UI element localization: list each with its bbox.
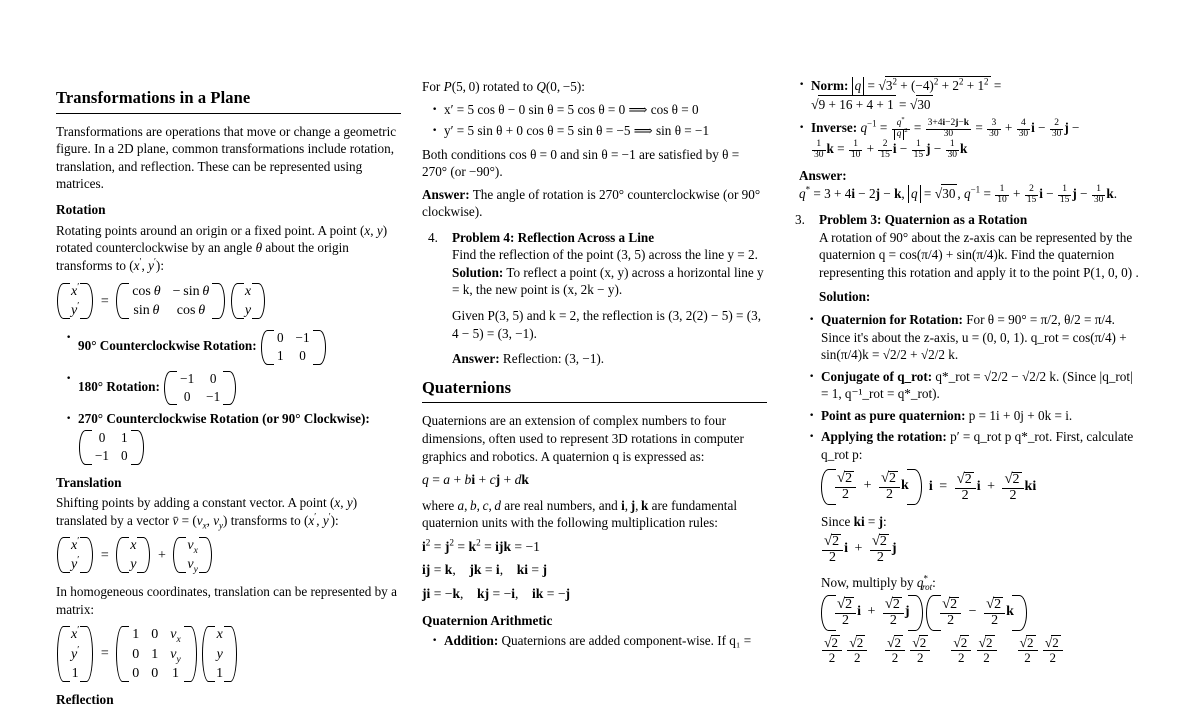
problem-list [422, 229, 767, 368]
norm-inverse-list [789, 76, 1139, 161]
final-product-equation [789, 595, 1139, 630]
problem4-number: 4. [428, 229, 438, 245]
problem4-answer-label: Answer: [452, 351, 500, 367]
norm-label: Norm: [811, 78, 849, 93]
quaternion-rule-3: ji = −k, kj = −i, ik = −j [422, 585, 571, 601]
expansion-row-clipped: $\frac{√2}{2}$ $\frac{√2}{2}$ $\frac{√2}{2}$ $\frac{√2}{2}$ $\frac{√2}{2}$ $\frac{√2}{2}$ $\frac{√2}{2}$ $\frac{√2}{2}$ [789, 635, 1139, 665]
addition-text: Quaternions are added component-wise. If q₁ = [501, 633, 752, 649]
step4-text: p′ = q_rot p q*_rot. First, calculate q_rot p: [821, 429, 1134, 462]
homogeneous-matrix-equation: x′ y′ 1 = 1 0 $v_x$ 0 1 $v_y$ 0 0 1 x y 1 [56, 625, 401, 682]
translation-vector: $v_x$ $v_y$ [173, 536, 211, 574]
problem3-statement: A rotation of 90° about the z-axis can be represented by the quaternion q = cos(π/4) + sin(π/4)k. Find the quaternion representing this rotation and apply it to the point P(1, 0, 0) . [819, 229, 1139, 280]
homogeneous-text: In homogeneous coordinates, translation can be represented by a matrix: [56, 584, 397, 617]
problem4-solution-text: To reflect a point (x, y) across a horizontal line y = k, the new point is (x, 2k − y). [452, 264, 764, 298]
translation-lhs: x′ y′ [57, 536, 93, 574]
rotation-special-cases [56, 329, 401, 465]
list-item [66, 370, 401, 406]
problem4-answer [452, 350, 767, 368]
reflection-heading-clipped: Reflection [56, 691, 114, 707]
list-item [809, 407, 1139, 425]
step4-label: Applying the rotation: [821, 429, 947, 445]
translation-point: x y [116, 536, 150, 574]
quaternion-where-text: where a, b, c, d are real numbers, and i, j, k are fundamental quaternion units with the following multiplication rules: [422, 497, 737, 531]
translation-heading: Translation [56, 474, 122, 490]
step2-text: q*_rot = √2/2 − √2/2 k. (Since |q_rot| = 1, q⁻¹_rot = q*_rot). [821, 368, 1133, 402]
rotation-matrix: cos θ − sin θ sin θ cos θ [116, 282, 225, 320]
lhs-vector: x′ y′ [57, 282, 93, 320]
quaternion-rule-2: ij = k, jk = i, ki = j [422, 562, 548, 578]
addition-label: Addition: [444, 633, 499, 649]
problem3-solution-label: Solution: [819, 289, 871, 305]
step2-label: Conjugate of q_rot: [821, 368, 933, 384]
step3-text: p = 1i + 0j + 0k = i. [968, 407, 1073, 423]
vector-v: v̄ = ($v_x$, $v_y$) [172, 512, 228, 531]
qrot-p-equation: $\frac{√2}{2}$ + $\frac{√2}{2}$ k i = $\frac{√2}{2}$ i + $\frac{√2}{2}$ ki [789, 469, 1139, 504]
problem3-title: Problem 3: Quaternion as a Rotation [819, 212, 1028, 228]
now-multiply-line: Now, multiply by $q^*_{rot}$: [821, 573, 936, 593]
problem3-number: 3. [795, 212, 805, 228]
rot180-label: 180° Rotation: [78, 378, 160, 394]
quaternions-heading: Quaternions [422, 377, 512, 397]
quaternion-rule-1: $i^2 = j^2 = k^2$ = ijk = −1 [422, 537, 540, 554]
list-item [789, 211, 1139, 306]
answer-text: The angle of rotation is 270° counterclockwise (or 90° clockwise). [422, 186, 761, 220]
arithmetic-list [422, 632, 767, 650]
rhs-vector: x y [231, 282, 265, 320]
rotation-body-3: about the origin transforms to [56, 240, 349, 273]
list-item [432, 632, 767, 650]
step3-label: Point as pure quaternion: [821, 407, 966, 423]
list-item [66, 410, 401, 466]
column-3 [789, 0, 1139, 665]
inverse-answer-label: Answer: [799, 167, 847, 183]
list-item [809, 368, 1139, 403]
homog-matrix: 1 0 $v_x$ 0 1 $v_y$ 0 0 1 [116, 625, 196, 682]
inverse-answer [789, 167, 1139, 207]
page-title: Transformations in a Plane [56, 88, 251, 107]
problem3-steps [789, 311, 1139, 463]
rot90-label: 90° Counterclockwise Rotation: [78, 338, 257, 354]
list-item [809, 311, 1139, 364]
homog-lhs: x′ y′ 1 [57, 625, 93, 682]
list-item: · x′ = 5 cos θ − 0 sin θ = 5 cos θ = 0 ⟹ cos θ = 0 [432, 101, 767, 119]
both-conditions: Both conditions cos θ = 0 and sin θ = −1 are satisfied by θ = 270° (or −90°). [422, 146, 740, 180]
problem4-solution-label: Solution: [452, 264, 504, 280]
rotation-body [56, 222, 401, 275]
rot270-label: 270° Counterclockwise Rotation (or 90° Clockwise): [78, 410, 370, 426]
point-xy-2: (x, y) [330, 495, 358, 511]
title-rule [56, 113, 401, 114]
problem4-answer-text: Reflection: (3, −1). [502, 351, 605, 367]
answer-label: Answer: [422, 186, 470, 202]
simplified-equation: $\frac{√2}{2}$ i + $\frac{√2}{2}$ j [824, 533, 897, 565]
translation-body [56, 494, 401, 529]
inverse-answer-math: q* = 3 + 4i − 2j − k, q = √30 , $q^{-1}$ = $\frac{1}{10}$ + $\frac{2}{15}$ i − $\frac{1}{15}$ j − $\frac{1}{30}$ k. [799, 184, 1117, 206]
rot270-matrix: 0 1 −1 0 [79, 429, 144, 465]
theta-symbol: θ [255, 240, 263, 256]
answer-paragraph-1 [422, 186, 767, 221]
column-1 [56, 0, 401, 707]
rotation-matrix-equation: x′ y′ = cos θ − sin θ sin θ cos θ x y [56, 282, 401, 320]
step1-text: For θ = 90° = π/2, θ/2 = π/4. Since it's about the z-axis, u = (0, 0, 1). q_rot = cos(π/4) + sin(π/4)k = √2/2 + √2/2 k. [821, 311, 1127, 363]
quaternions-rule [422, 402, 767, 403]
problem3-list [789, 211, 1139, 306]
list-item: · y′ = 5 sin θ + 0 cos θ = 5 sin θ = −5 ⟹ sin θ = −1 [432, 122, 767, 140]
homog-rhs: x y 1 [202, 625, 237, 682]
list-item [799, 115, 1139, 161]
final-paren-right: $\frac{√2}{2}$ − $\frac{√2}{2}$ k [926, 595, 1027, 630]
intro-paragraph: Transformations are operations that move or change a geometric figure. In a 2D plane, common transformations include rotation, translation, and reflection. These can be represented using matrices. [56, 123, 397, 192]
inverse-expression: $q^{-1}$ = $\frac{q^*}{q ^2}$ = $\frac{3+4i-2j-k}{30}$ = $\frac{3}{30}$ + $\frac{4}{30}$ i − $\frac{2}{30}$ j − [860, 115, 1080, 139]
list-item [422, 229, 767, 368]
list-item [809, 428, 1139, 463]
inverse-label: Inverse: [811, 119, 858, 135]
problem4-given: Given P(3, 5) and k = 2, the reflection is (3, 2(2) − 5) = (3, 4 − 5) = (3, −1). [452, 308, 762, 341]
rotation-body-2: rotated counterclockwise by an angle [56, 240, 253, 256]
norm-expression-2: √9 + 16 + 4 + 1 = √30 [811, 97, 931, 113]
point-xy-prime-2: (x′, y′): [304, 511, 339, 528]
point-xy: (x, y) [360, 222, 388, 238]
rotated-point-line: For P(5, 0) rotated to Q(0, −5): [422, 79, 585, 94]
inverse-expression-2: $\frac{1}{30}$ k = $\frac{1}{10}$ + $\frac{2}{15}$ i − $\frac{1}{15}$ j − $\frac{1}{30}$ k [814, 138, 968, 160]
quaternion-definition: q = a + bi + cj + dk [422, 472, 529, 488]
problem3-solution-label-wrap [819, 288, 1139, 306]
problem4-statement: Find the reflection of the point (3, 5) across the line y = 2. [452, 247, 758, 263]
final-paren-left: $\frac{√2}{2}$ i + $\frac{√2}{2}$ j [821, 595, 923, 630]
since-ki-line: Since ki = j: [821, 513, 887, 529]
list-item [799, 76, 1139, 115]
translation-equation: x′ y′ = x y + $v_x$ $v_y$ [56, 536, 401, 574]
norm-expression: $q = √3^2 + (-4)^2 + 2^2 + 1^2$ = [852, 78, 1002, 93]
rot90-matrix: 0 −1 1 0 [261, 329, 326, 365]
rotation-derivation-list [422, 101, 767, 140]
rot180-matrix: −1 0 0 −1 [164, 370, 236, 406]
column-2 [422, 0, 767, 649]
rotation-heading: Rotation [56, 201, 106, 217]
quaternion-arithmetic-heading: Quaternion Arithmetic [422, 612, 553, 628]
translation-body-2: translated by a vector [56, 512, 170, 528]
list-item [66, 329, 401, 365]
translation-body-1: Shifting points by adding a constant vector. A point [56, 495, 327, 511]
point-xy-prime: (x′, y′): [129, 256, 164, 273]
qrot-paren-group: $\frac{√2}{2}$ + $\frac{√2}{2}$ k [821, 469, 922, 504]
problem4-title: Problem 4: Reflection Across a Line [452, 229, 655, 245]
translation-body-3: transforms to [230, 512, 301, 528]
rotation-body-1: Rotating points around an origin or a fixed point. A point [56, 222, 357, 238]
quaternions-intro: Quaternions are an extension of complex numbers to four dimensions, often used to represent 3D rotations in computer graphics and robotics. A quaternion q is expressed as: [422, 413, 744, 464]
step1-label: Quaternion for Rotation: [821, 311, 963, 327]
